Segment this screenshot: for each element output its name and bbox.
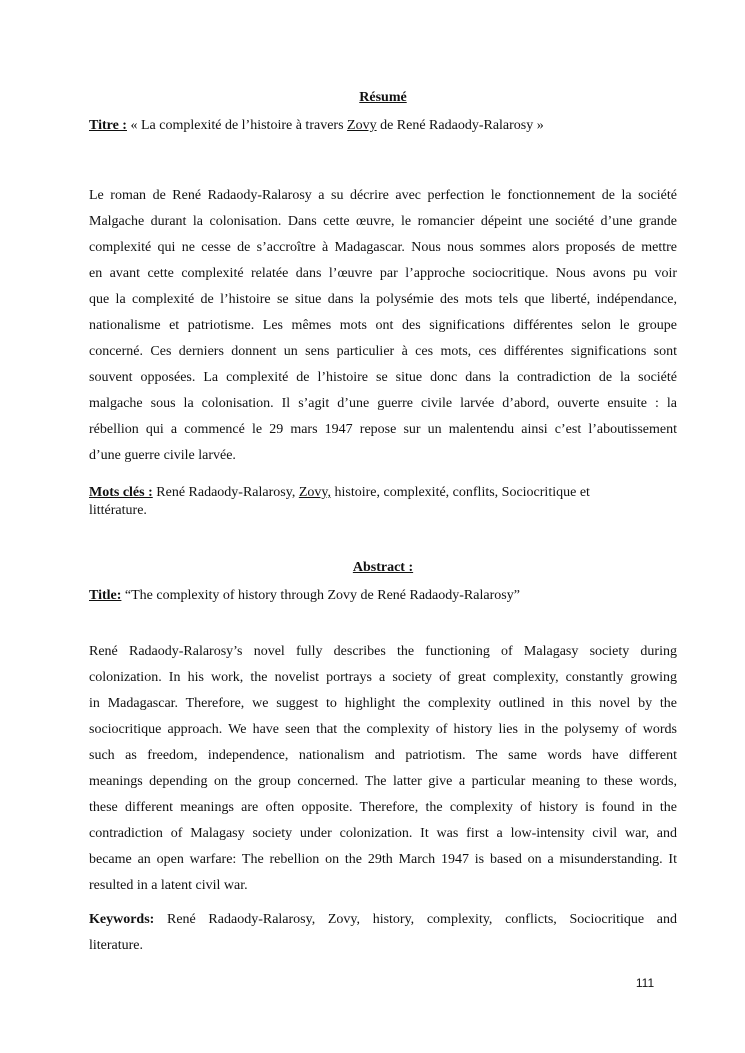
abstract-line: these different meanings are often opposite. Therefore, the complexity of history is found in the — [89, 800, 677, 815]
abstract-title-label: Title: — [89, 588, 122, 603]
resume-title-work: Zovy — [347, 118, 377, 133]
abstract-line: sociocritique approach. We have seen that the complexity of history lies in the polysemy of words — [89, 722, 677, 737]
abstract-line: contradiction of Malagasy society under colonization. It was first a low-intensity civil war, and — [89, 826, 677, 841]
resume-keywords-line2: littérature. — [89, 503, 147, 518]
resume-keywords-post: histoire, complexité, conflits, Sociocritique et — [330, 485, 590, 500]
abstract-title-line — [89, 587, 677, 605]
resume-line: d’une guerre civile larvée. — [89, 448, 236, 463]
resume-line: malgache sous la colonisation. Il s’agit d’une guerre civile larvée d’abord, ouverte ensuite : la — [89, 396, 677, 411]
page-number: 111 — [635, 976, 655, 990]
resume-title-line — [89, 117, 677, 135]
resume-title-pre: « La complexité de l’histoire à travers — [126, 118, 348, 133]
resume-keywords-work: Zovy, — [298, 485, 331, 500]
abstract-keywords-label: Keywords: — [89, 912, 155, 927]
abstract-line: colonization. In his work, the novelist portrays a society of great complexity, constantly growing — [89, 670, 677, 685]
abstract-line: such as freedom, independence, nationalism and patriotism. The same words have different — [89, 748, 677, 763]
resume-title-post: de René Radaody-Ralarosy » — [376, 118, 544, 133]
abstract-keywords — [89, 907, 677, 959]
resume-line: Le roman de René Radaody-Ralarosy a su décrire avec perfection le fonctionnement de la société — [89, 188, 677, 203]
resume-line: complexité qui ne cesse de s’accroître à Madagascar. Nous nous sommes alors proposés de mettre — [89, 240, 677, 255]
abstract-heading: Abstract : — [352, 560, 414, 575]
abstract-paragraph — [89, 639, 677, 899]
resume-title-label: Titre : — [89, 118, 127, 133]
resume-line: rébellion qui a commencé le 29 mars 1947 repose sur un malentendu ainsi c’est l’aboutissement — [89, 422, 677, 437]
abstract-line: resulted in a latent civil war. — [89, 878, 248, 893]
resume-line: nationalisme et patriotisme. Les mêmes mots ont des significations différentes selon le groupe — [89, 318, 677, 333]
resume-paragraph — [89, 183, 677, 469]
abstract-line: René Radaody-Ralarosy’s novel fully describes the functioning of Malagasy society during — [89, 644, 677, 659]
resume-keywords-pre: René Radaody-Ralarosy, — [152, 485, 299, 500]
resume-line: souvent opposées. La complexité de l’histoire se situe donc dans la contradiction de la société — [89, 370, 677, 385]
abstract-keywords-text: René Radaody-Ralarosy, Zovy, history, complexity, conflicts, Sociocritique and — [154, 912, 677, 927]
resume-keywords-label: Mots clés : — [89, 485, 153, 500]
resume-line: que la complexité de l’histoire se situe dans la polysémie des mots tels que liberté, indépendance, — [89, 292, 677, 307]
resume-heading: Résumé — [359, 90, 407, 105]
resume-line: Malgache durant la colonisation. Dans cette œuvre, le romancier dépeint une société d’une grande — [89, 214, 677, 229]
resume-keywords-line1 — [89, 484, 677, 502]
abstract-line: in Madagascar. Therefore, we suggest to highlight the complexity outlined in this novel by the — [89, 696, 677, 711]
resume-line: concerné. Ces derniers donnent un sens particulier à ces mots, ces différentes significations sont — [89, 344, 677, 359]
abstract-keywords-line1 — [89, 907, 677, 933]
abstract-line: became an open warfare: The rebellion on the 29th March 1947 is based on a misunderstanding. It — [89, 852, 677, 867]
abstract-keywords-line2: literature. — [89, 938, 144, 953]
resume-line: en avant cette complexité relatée dans l’œuvre par l’approche sociocritique. Nous avons pu voir — [89, 266, 677, 281]
resume-keywords — [89, 484, 677, 520]
abstract-title-text: “The complexity of history through Zovy de René Radaody-Ralarosy” — [121, 588, 520, 603]
abstract-line: meanings depending on the group concerned. The latter give a particular meaning to these words, — [89, 774, 677, 789]
